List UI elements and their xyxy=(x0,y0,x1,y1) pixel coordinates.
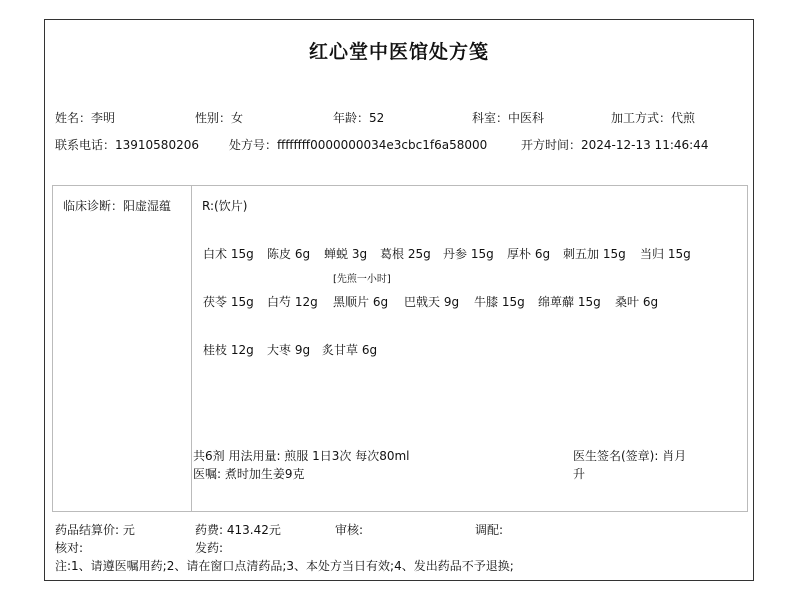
herb-item: 当归 15g xyxy=(640,247,691,261)
herb-item: 白芍 12g xyxy=(267,295,318,309)
page-title: 红心堂中医馆处方笺 xyxy=(308,41,489,63)
dispense-prep-field: 调配: xyxy=(475,523,504,537)
patient-age: 年龄：52 xyxy=(333,111,385,125)
herb-item: 厚朴 6g xyxy=(507,247,551,261)
clinical-diagnosis: 临床诊断：阳虚湿蕴 xyxy=(63,199,172,213)
herb-item: 炙甘草 6g xyxy=(322,343,378,357)
doctor-signature: 医生签名(签章): 肖月升 xyxy=(573,449,687,481)
herb-item: 白术 15g xyxy=(203,247,254,261)
herb-item: 丹参 15g xyxy=(443,247,494,261)
drug-fee: 药费: 413.42元 xyxy=(195,523,281,537)
settlement-price: 药品结算价: 元 xyxy=(55,523,135,537)
footer-note: 注:1、请遵医嘱用药;2、请在窗口点清药品;3、本处方当日有效;4、发出药品不予退换; xyxy=(55,559,514,573)
herb-item: 桂枝 12g xyxy=(203,343,254,357)
herb-item: 大枣 9g xyxy=(267,343,311,357)
herb-note: [先煎一小时] xyxy=(333,274,391,285)
patient-gender: 性别：女 xyxy=(195,111,244,125)
department: 科室：中医科 xyxy=(472,111,545,125)
usage-instructions: 共6剂 用法用量: 煎服 1日3次 每次80ml xyxy=(193,449,410,463)
dispense-field: 发药: xyxy=(195,541,224,555)
review-field: 审核: xyxy=(335,523,364,537)
prescription-sheet xyxy=(44,19,754,581)
rx-label: R:(饮片) xyxy=(202,199,248,213)
herb-item: 陈皮 6g xyxy=(267,247,311,261)
herb-item: 黑顺片 6g xyxy=(333,295,389,309)
herb-item: 刺五加 15g xyxy=(563,247,626,261)
herb-item: 桑叶 6g xyxy=(615,295,659,309)
herb-item: 葛根 25g xyxy=(380,247,431,261)
rx-time: 开方时间：2024-12-13 11:46:44 xyxy=(521,138,709,152)
herb-item: 蝉蜕 3g xyxy=(324,247,368,261)
prescription-box xyxy=(52,185,748,512)
herb-item: 巴戟天 9g xyxy=(404,295,460,309)
herb-item: 绵萆薢 15g xyxy=(538,295,601,309)
medical-advice: 医嘱: 煮时加生姜9克 xyxy=(193,467,305,481)
rx-number: 处方号：ffffffff0000000034e3cbc1f6a58000 xyxy=(229,138,488,152)
column-divider xyxy=(191,186,192,511)
check-field: 核对: xyxy=(55,541,84,555)
processing-method: 加工方式：代煎 xyxy=(611,111,696,125)
herb-item: 茯苓 15g xyxy=(203,295,254,309)
patient-name: 姓名：李明 xyxy=(55,111,116,125)
patient-phone: 联系电话：13910580206 xyxy=(55,138,199,152)
herb-item: 牛膝 15g xyxy=(474,295,525,309)
